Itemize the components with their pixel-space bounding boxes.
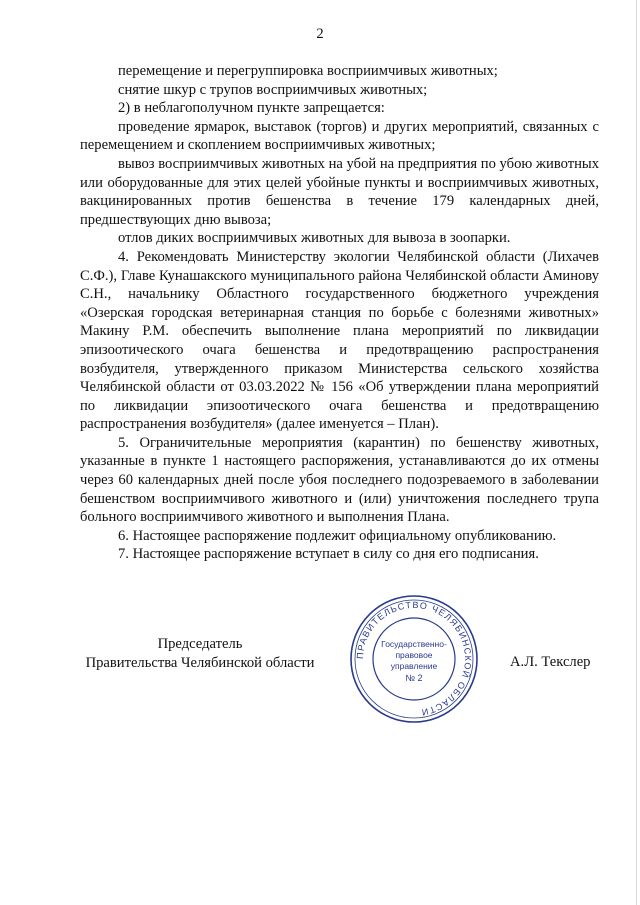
signature-position-line1: Председатель <box>157 636 243 652</box>
paragraph: вывоз восприимчивых животных на убой на предприятия по убою животных или оборудованные для этих целей убойные пункты и восприимчивых животных, вакцинированных против бешенства в течение 179 календарных дней, предшествующих дню вывоза; <box>80 155 599 228</box>
paragraph: 5. Ограничительные мероприятия (карантин) по бешенству животных, указанные в пункте 1 настоящего распоряжения, устанавливаются до их отмены через 60 календарных дней после убоя последнего подозреваемого в заболевании бешенством восприимчивого животного и (или) уничтожения последнего трупа больного восприимчивого животного и выполнения Плана. <box>80 434 599 526</box>
paragraph: 6. Настоящее распоряжение подлежит официальному опубликованию. <box>118 527 557 544</box>
stamp-ring-text: ПРАВИТЕЛЬСТВО ЧЕЛЯБИНСКОЙ ОБЛАСТИ <box>354 599 474 718</box>
paragraph: проведение ярмарок, выставок (торгов) и других мероприятий, связанных с перемещением и скоплением восприимчивых животных; <box>80 118 599 154</box>
signature-position-line2: Правительства Челябинской области <box>85 654 315 671</box>
stamp-inner-line: № 2 <box>405 673 423 683</box>
document-body <box>80 62 599 564</box>
page-number: 2 <box>316 26 324 42</box>
paragraph: перемещение и перегруппировка восприимчивых животных; <box>118 63 498 79</box>
paragraph: 2) в неблагополучном пункте запрещается: <box>118 100 385 117</box>
stamp-inner-line: Государственно- <box>381 639 447 649</box>
scan-edge-line <box>636 0 637 905</box>
paragraph: 4. Рекомендовать Министерству экологии Челябинской области (Лихачев С.Ф.), Главе Кунашакского муниципального района Челябинской области Аминову С.Н., начальнику Областного государственного бюджетного учреждения «Озерская городская ветеринарная станция по борьбе с болезнями животных» Макину Р.М. обеспечить выполнение плана мероприятий по ликвидации эпизоотического очага бешенства и предотвращению распространения возбудителя, утвержденного приказом Министерства сельского хозяйства Челябинской области от 03.03.2022 № 156 «Об утверждении плана мероприятий по ликвидации эпизоотического очага бешенства и предотвращению распространения возбудителя» (далее именуется – План). <box>80 248 599 433</box>
paragraph: снятие шкур с трупов восприимчивых животных; <box>118 81 428 98</box>
stamp-inner-line: правовое <box>395 650 433 660</box>
signatory-name: А.Л. Текслер <box>510 654 591 670</box>
paragraph: 7. Настоящее распоряжение вступает в силу со дня его подписания. <box>118 546 539 563</box>
signature-position <box>80 635 320 672</box>
official-stamp <box>347 592 481 726</box>
stamp-inner-line: управление <box>390 661 438 671</box>
paragraph: отлов диких восприимчивых животных для вывоза в зоопарки. <box>118 230 511 247</box>
stamp-seal-graphic <box>347 592 481 726</box>
